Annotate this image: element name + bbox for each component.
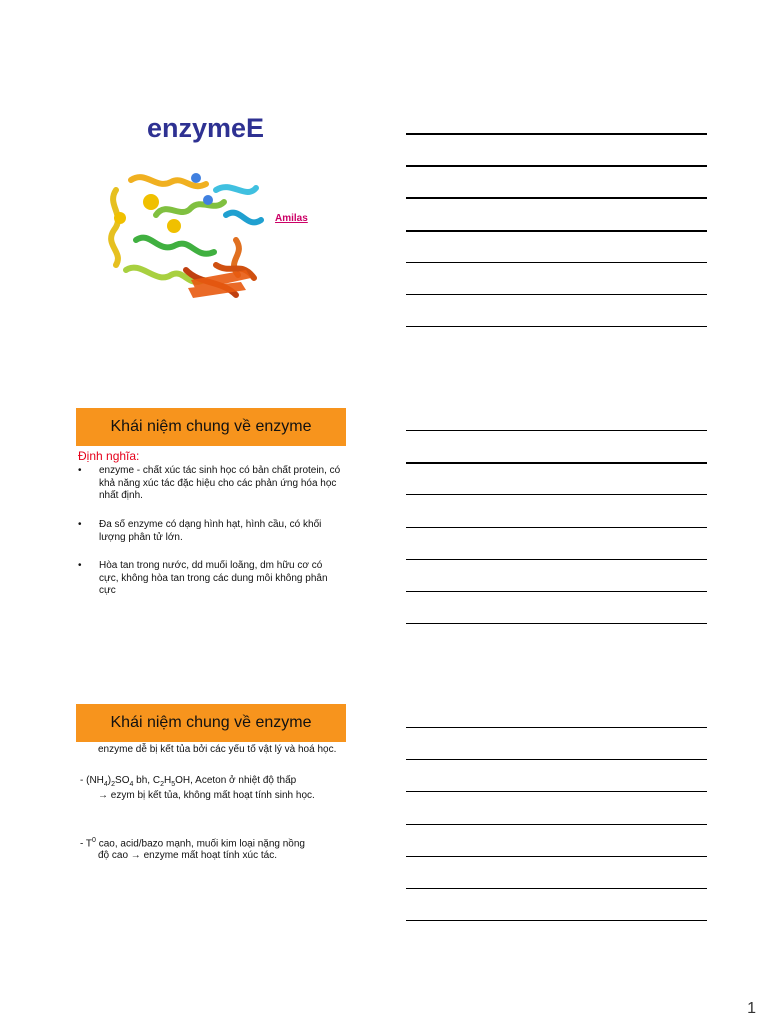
note-line [406, 559, 707, 560]
note-line [406, 230, 707, 232]
bullet-text: Hòa tan trong nước, dd muối loãng, dm hữu cơ có cực, không hòa tan trong các dung môi không phân cực [99, 560, 328, 596]
slide3-line2-cont: → ezym bị kết tủa, không mất hoạt tính sinh học. [98, 790, 315, 801]
note-line [406, 326, 707, 327]
image-caption: Amilas [275, 213, 308, 224]
note-line [406, 430, 707, 431]
note-line [406, 133, 707, 135]
note-line [406, 920, 707, 921]
bullet-dot: • [78, 519, 82, 530]
slide3-line3-cont: độ cao → enzyme mất hoạt tính xúc tác. [98, 850, 277, 861]
slide2-header: Khái niệm chung về enzyme [76, 408, 346, 446]
note-line [406, 591, 707, 592]
slide1-title: enzymeE [147, 113, 265, 143]
protein-structure-image [96, 160, 272, 306]
slide3-line3: - $T^0$ cao, acid/bazo mạnh, muối kim loại nặng nồng [80, 837, 305, 850]
note-line [406, 165, 707, 167]
bullet-text: Đa số enzyme có dạng hình hạt, hình cầu, có khối lượng phân tử lớn. [99, 519, 322, 543]
note-line [406, 527, 707, 528]
slide3-line1: enzyme dễ bị kết tủa bởi các yếu tố vật lý và hoá học. [98, 744, 337, 755]
bullet-dot: • [78, 560, 82, 571]
note-line [406, 197, 707, 199]
slide3-line2: - $(NH_4)_2SO_4$ bh, $C_2H_5OH$, Aceton ở nhiệt độ thấp [80, 775, 297, 788]
note-line [406, 824, 707, 825]
note-line [406, 623, 707, 624]
note-line [406, 791, 707, 792]
bullet-text: enzyme - chất xúc tác sinh học có bản chất protein, có khả năng xúc tác đặc hiệu cho các phản ứng hóa học nhất định. [99, 465, 341, 501]
definition-label: Định nghĩa: [78, 449, 140, 463]
note-line [406, 727, 707, 728]
note-line [406, 856, 707, 857]
bullet-dot: • [78, 465, 82, 476]
note-line [406, 759, 707, 760]
note-line [406, 262, 707, 263]
slide3-header: Khái niệm chung về enzyme [76, 704, 346, 742]
note-line [406, 494, 707, 495]
note-line [406, 294, 707, 295]
page-number: 1 [747, 1000, 756, 1017]
note-line [406, 462, 707, 464]
note-line [406, 888, 707, 889]
